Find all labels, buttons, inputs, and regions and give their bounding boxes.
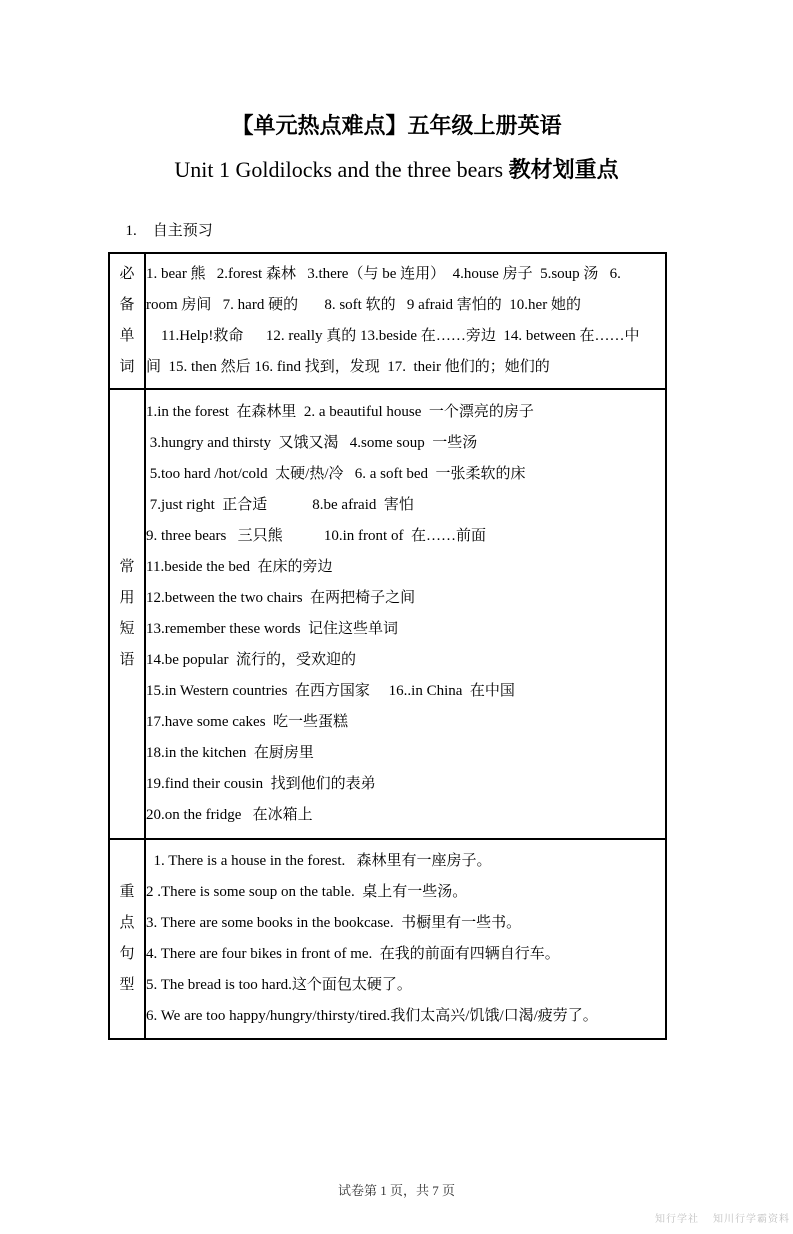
content-line: 1. bear 熊 2.forest 森林 3.there（与 be 连用） 4.house 房子 5.soup 汤 6. <box>146 266 621 282</box>
row-header-char: 重 <box>119 884 135 900</box>
section-heading <box>118 200 793 242</box>
content-line: 5.too hard /hot/cold 太硬/热/冷 6. a soft bed 一张柔软的床 <box>146 466 526 482</box>
study-table <box>108 252 667 1040</box>
row-content-cell <box>145 253 666 389</box>
page-footer: 试卷第 1 页，共 7 页 <box>337 1183 455 1198</box>
content-line: 11.beside the bed 在床的旁边 <box>146 559 333 575</box>
row-header-char: 语 <box>119 652 135 668</box>
row-content-cell <box>145 839 666 1039</box>
content-line: 1. There is a house in the forest. 森林里有一座房子。 <box>146 853 492 869</box>
table-row <box>109 389 666 839</box>
page-title: 【单元热点难点】五年级上册英语 <box>231 113 562 138</box>
content-line: 11.Help!救命 12. really 真的 13.beside 在……旁边 14. between 在……中 <box>146 328 640 344</box>
unit-subtitle-english: Unit 1 Goldilocks and the three bears <box>174 157 504 182</box>
watermark-part2: 知川行学霸资料 <box>713 1214 790 1225</box>
watermark <box>655 1210 790 1225</box>
row-header-char: 型 <box>119 977 135 993</box>
table-row <box>109 253 666 389</box>
row-header-char: 必 <box>119 266 135 282</box>
row-header-char: 词 <box>119 359 135 375</box>
row-content-cell <box>145 389 666 839</box>
row-header-char: 常 <box>119 559 135 575</box>
unit-subtitle <box>0 156 793 184</box>
row-header-char: 备 <box>119 297 135 313</box>
content-line: 17.have some cakes 吃一些蛋糕 <box>146 714 349 730</box>
content-line: 20.on the fridge 在冰箱上 <box>146 807 313 823</box>
content-line: 15.in Western countries 在西方国家 16..in China 在中国 <box>146 683 515 699</box>
content-line: 4. There are four bikes in front of me. 在我的前面有四辆自行车。 <box>146 946 560 962</box>
row-header-char: 点 <box>119 915 135 931</box>
row-header-cell <box>109 389 145 839</box>
content-line: 7.just right 正合适 8.be afraid 害怕 <box>146 497 414 513</box>
unit-subtitle-chinese: 教材划重点 <box>508 157 619 182</box>
section-label: 自主预习 <box>152 223 213 239</box>
content-line: 3. There are some books in the bookcase. 书橱里有一些书。 <box>146 915 522 931</box>
content-line: 间 15. then 然后 16. find 找到，发现 17. their 他们的；她们的 <box>146 359 550 375</box>
row-header-cell <box>109 839 145 1039</box>
row-header-cell <box>109 253 145 389</box>
content-line: 12.between the two chairs 在两把椅子之间 <box>146 590 416 606</box>
content-line: room 房间 7. hard 硬的 8. soft 软的 9 afraid 害怕的 10.her 她的 <box>146 297 581 313</box>
content-line: 3.hungry and thirsty 又饿又渴 4.some soup 一些汤 <box>146 435 478 451</box>
content-line: 13.remember these words 记住这些单词 <box>146 621 399 637</box>
content-line: 18.in the kitchen 在厨房里 <box>146 745 314 761</box>
content-line: 1.in the forest 在森林里 2. a beautiful house 一个漂亮的房子 <box>146 404 534 420</box>
content-line: 6. We are too happy/hungry/thirsty/tired.我们太高兴/饥饿/口渴/疲劳了。 <box>146 1008 598 1024</box>
table-row <box>109 839 666 1039</box>
row-header-char: 单 <box>119 328 135 344</box>
watermark-part1: 知行学社 <box>655 1214 699 1225</box>
content-line: 5. The bread is too hard.这个面包太硬了。 <box>146 977 412 993</box>
content-line: 19.find their cousin 找到他们的表弟 <box>146 776 376 792</box>
row-header-char: 句 <box>119 946 135 962</box>
content-line: 9. three bears 三只熊 10.in front of 在……前面 <box>146 528 486 544</box>
content-line: 2 .There is some soup on the table. 桌上有一些汤。 <box>146 884 468 900</box>
row-header-char: 用 <box>119 590 135 606</box>
content-line: 14.be popular 流行的，受欢迎的 <box>146 652 356 668</box>
row-header-char: 短 <box>119 621 135 637</box>
section-number: 1. <box>125 223 137 239</box>
